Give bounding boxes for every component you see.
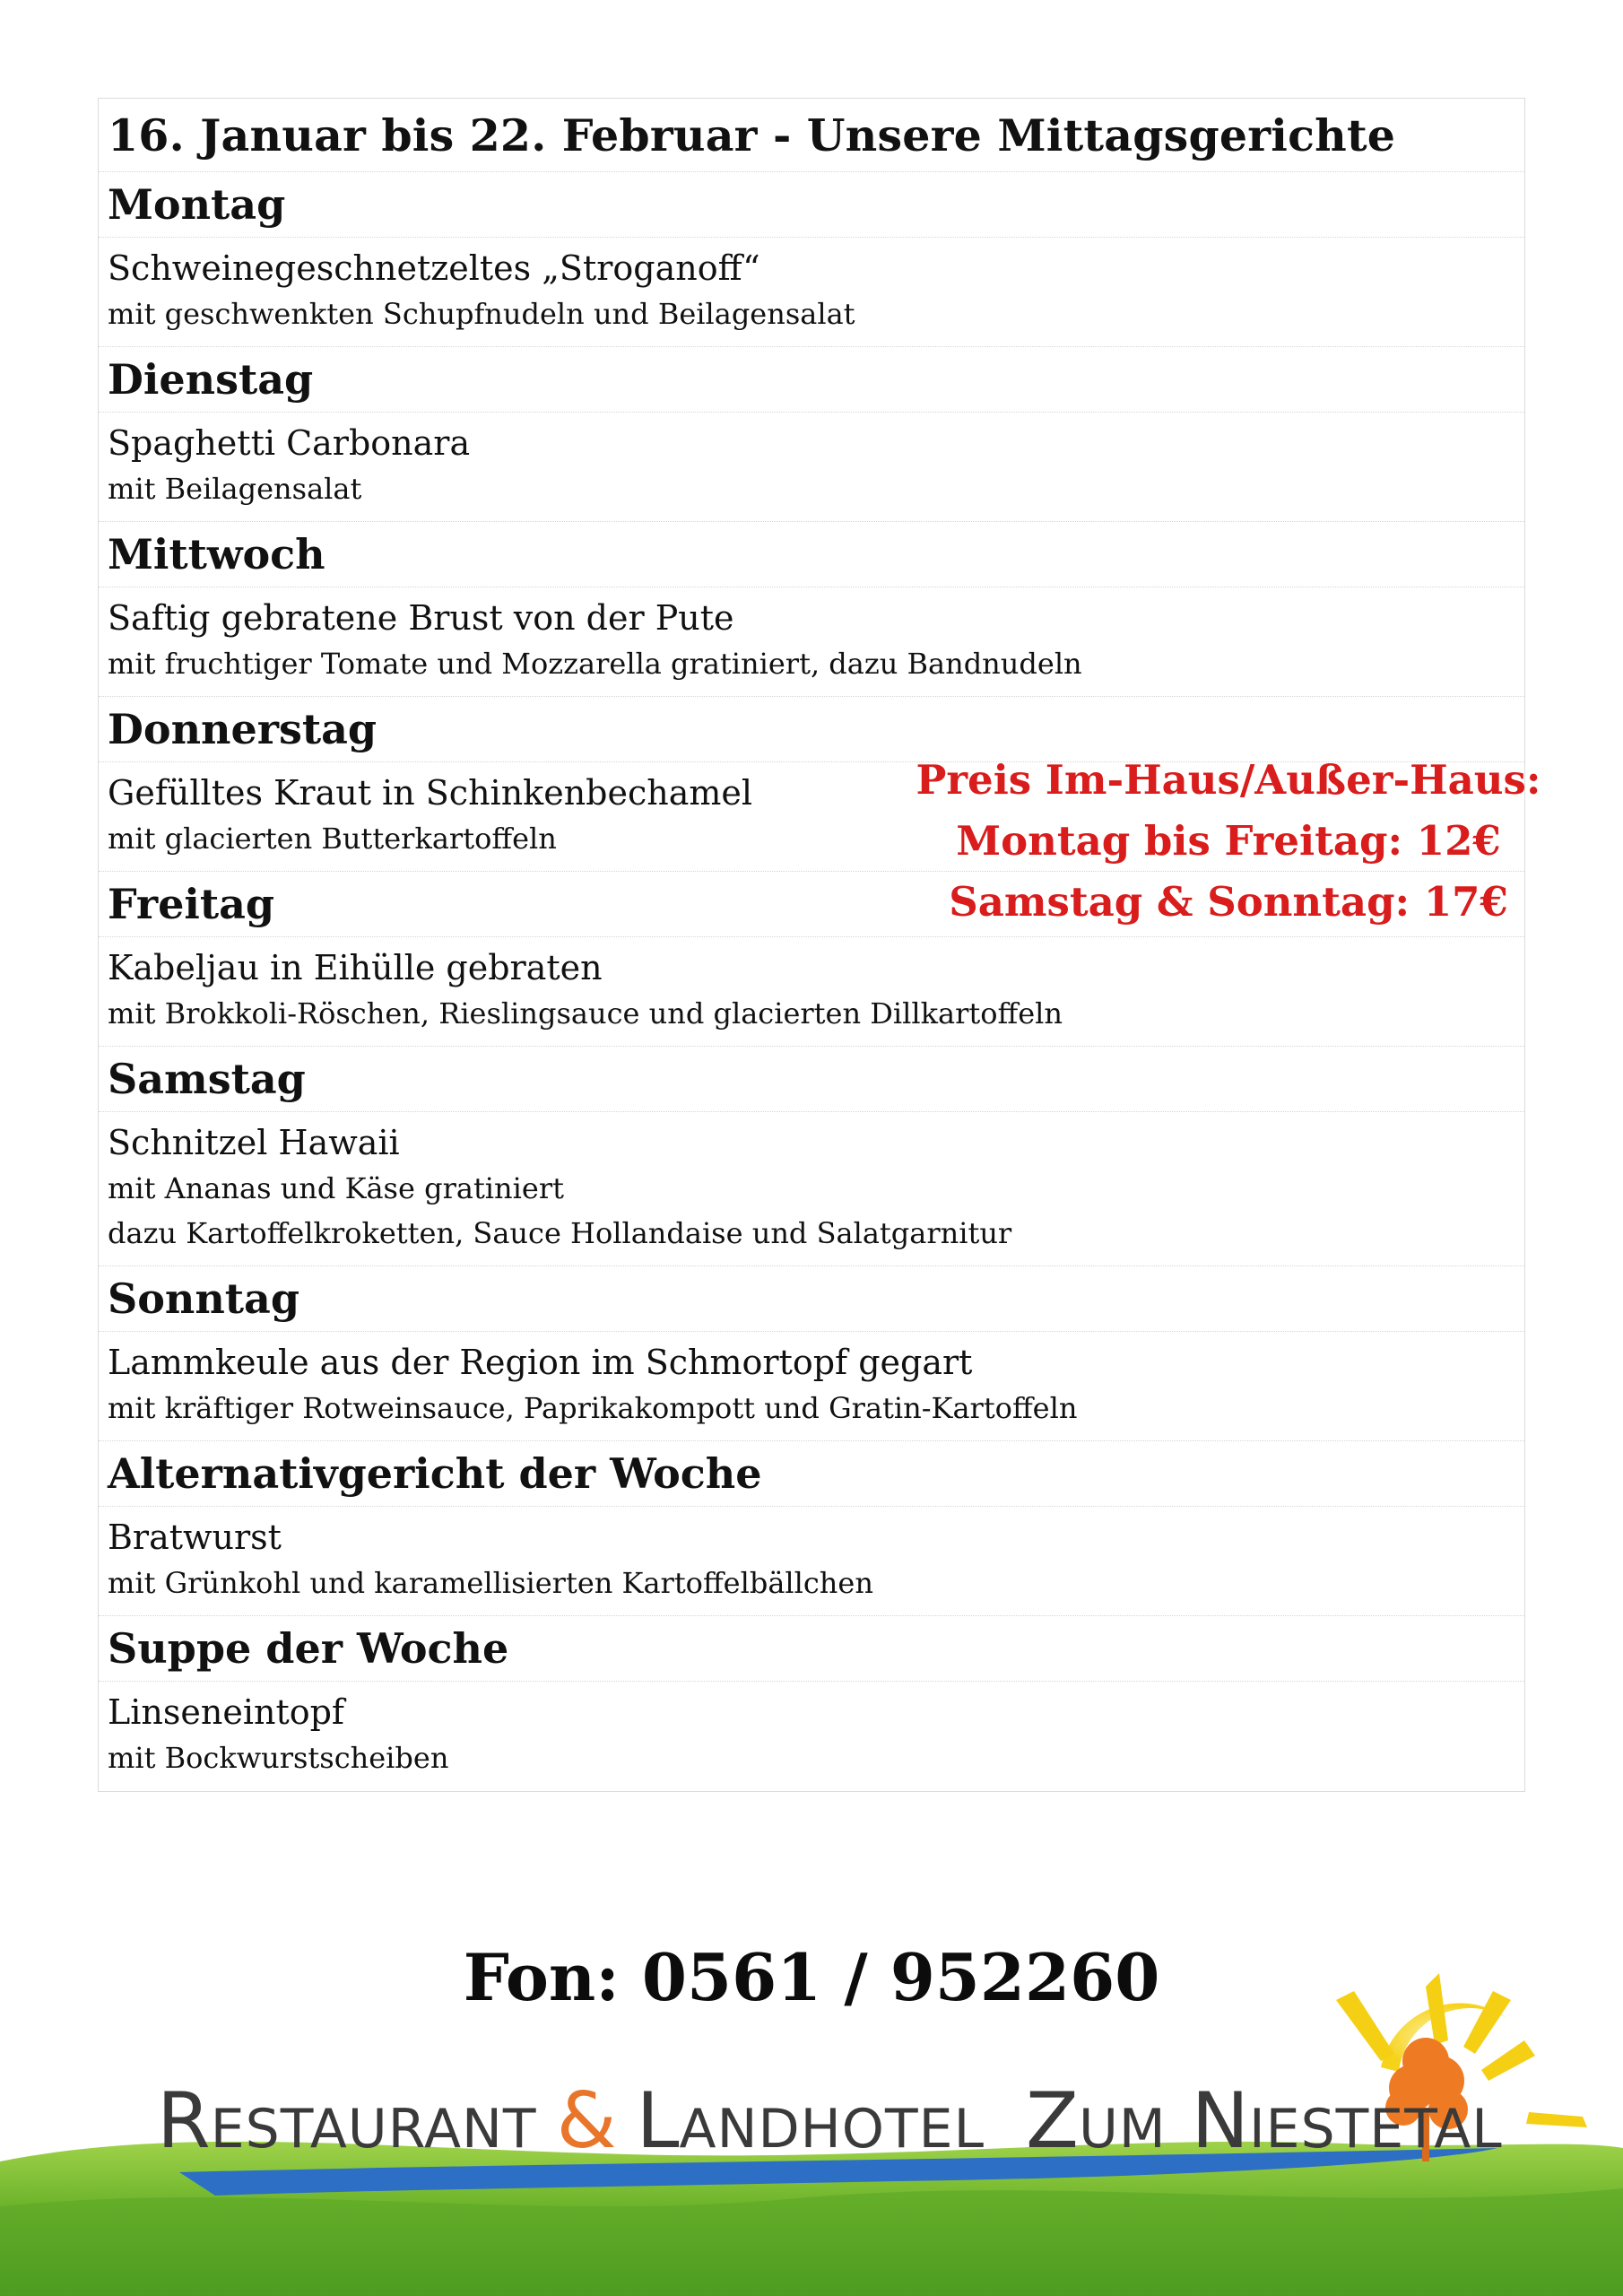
- dish-entry-mittwoch: [99, 587, 1524, 697]
- logo-word: ESTAURANT: [210, 2098, 537, 2161]
- day-heading-samstag: Samstag: [99, 1047, 1524, 1112]
- logo-letter: R: [157, 2076, 211, 2166]
- day-heading-suppe: Suppe der Woche: [99, 1616, 1524, 1682]
- price-weekday: Montag bis Freitag: 12€: [956, 817, 1501, 865]
- price-heading: Preis Im-Haus/Außer-Haus:: [916, 756, 1541, 804]
- logo-word: IESTETAL: [1248, 2098, 1503, 2161]
- logo-letter: Z: [1026, 2076, 1079, 2166]
- dish-name: Schweinegeschnetzeltes „Stroganoff“: [108, 248, 760, 288]
- dish-description: mit Beilagensalat: [108, 472, 362, 506]
- day-heading-donnerstag: Donnerstag: [99, 697, 1524, 762]
- dish-name: Linseneintopf: [108, 1692, 344, 1732]
- logo-word: ANDHOTEL: [679, 2098, 985, 2161]
- menu-table: [98, 98, 1525, 1792]
- dish-entry-montag: [99, 238, 1524, 347]
- dish-name: Spaghetti Carbonara: [108, 423, 471, 463]
- dish-description: mit fruchtiger Tomate und Mozzarella gratiniert, dazu Bandnudeln: [108, 647, 1082, 681]
- day-heading-freitag: Freitag: [99, 872, 1524, 937]
- day-heading-alternativ: Alternativgericht der Woche: [99, 1441, 1524, 1507]
- dish-description: mit geschwenkten Schupfnudeln und Beilagensalat: [108, 297, 855, 331]
- day-heading-montag: Montag: [99, 172, 1524, 238]
- dish-entry-alternativ: [99, 1507, 1524, 1616]
- dish-name: Schnitzel Hawaii: [108, 1123, 400, 1162]
- day-heading-sonntag: Sonntag: [99, 1266, 1524, 1332]
- dish-entry-dienstag: [99, 413, 1524, 522]
- dish-name: Bratwurst: [108, 1518, 282, 1557]
- logo-word: UM: [1078, 2098, 1167, 2161]
- dish-entry-suppe: [99, 1682, 1524, 1791]
- day-heading-dienstag: Dienstag: [99, 347, 1524, 413]
- dish-name: Gefülltes Kraut in Schinkenbechamel: [108, 773, 753, 813]
- logo-letter: N: [1191, 2076, 1249, 2166]
- dish-description: mit Bockwurstscheiben: [108, 1741, 449, 1775]
- dish-entry-samstag: [99, 1112, 1524, 1266]
- dish-description: mit Grünkohl und karamellisierten Kartoffelbällchen: [108, 1566, 873, 1600]
- day-heading-mittwoch: Mittwoch: [99, 522, 1524, 587]
- page-title: 16. Januar bis 22. Februar - Unsere Mittagsgerichte: [99, 99, 1524, 172]
- dish-description: mit kräftiger Rotweinsauce, Paprikakompott und Gratin-Kartoffeln: [108, 1391, 1078, 1425]
- dish-entry-sonntag: [99, 1332, 1524, 1441]
- dish-description: mit glacierten Butterkartoffeln: [108, 822, 557, 856]
- phone-number: Fon: 0561 / 952260: [463, 1939, 1160, 2015]
- logo-ampersand: &: [556, 2076, 617, 2166]
- dish-entry-freitag: [99, 937, 1524, 1047]
- dish-description: mit Ananas und Käse gratiniert: [108, 1171, 564, 1205]
- dish-name: Kabeljau in Eihülle gebraten: [108, 948, 603, 987]
- price-weekend: Samstag & Sonntag: 17€: [949, 878, 1508, 926]
- dish-description: dazu Kartoffelkroketten, Sauce Hollandaise und Salatgarnitur: [108, 1216, 1012, 1250]
- restaurant-logo: [157, 2076, 1503, 2166]
- price-notice: [915, 750, 1542, 933]
- dish-description: mit Brokkoli-Röschen, Rieslingsauce und glacierten Dillkartoffeln: [108, 996, 1063, 1031]
- dish-name: Lammkeule aus der Region im Schmortopf gegart: [108, 1343, 973, 1382]
- logo-letter: L: [636, 2076, 680, 2166]
- dish-name: Saftig gebratene Brust von der Pute: [108, 598, 734, 638]
